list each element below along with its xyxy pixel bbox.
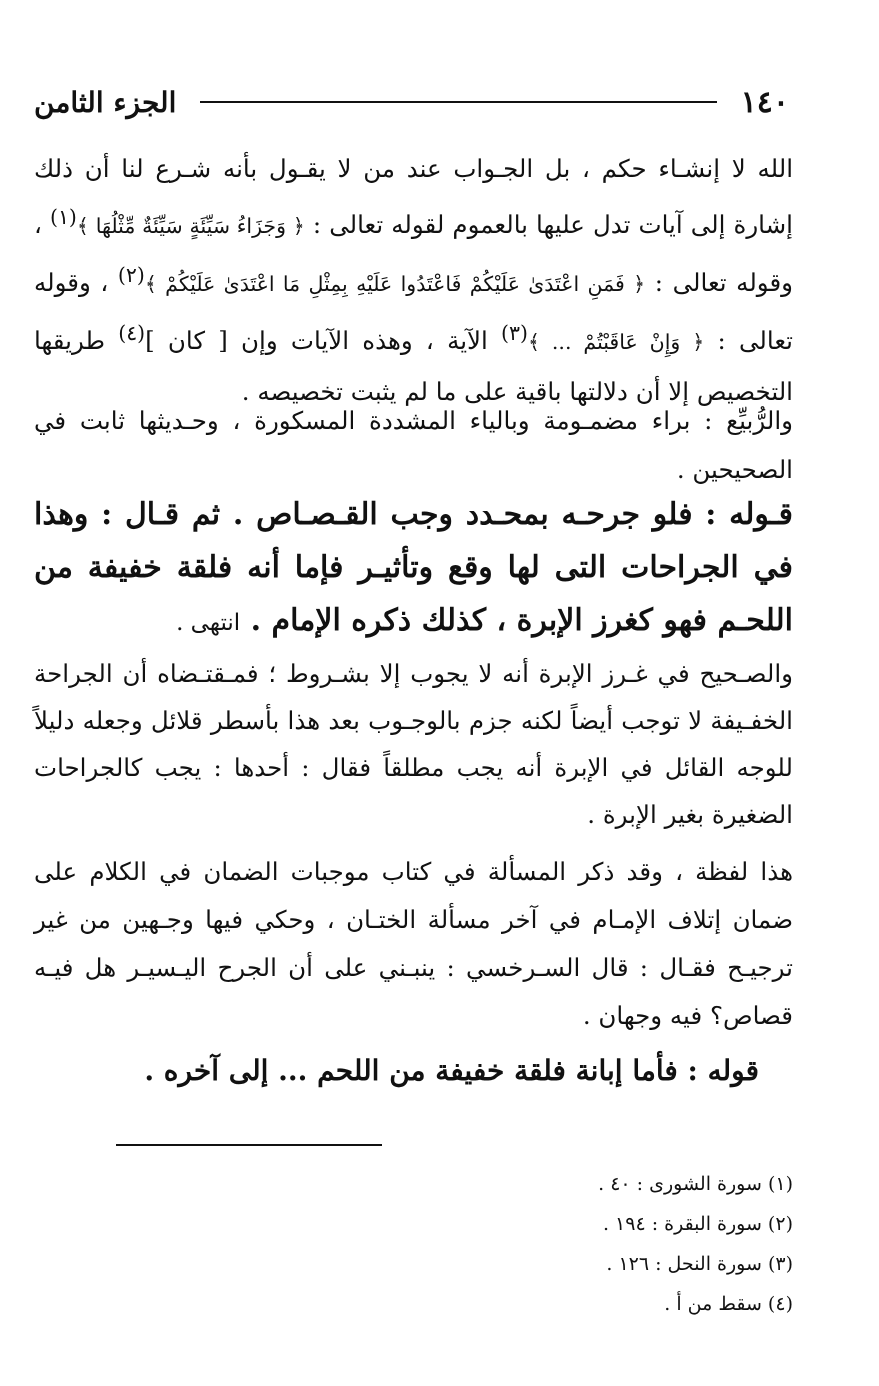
paragraph-4: والصـحيح في غـرز الإبرة أنه لا يجوب إلا بشـروط ؛ فمـقتـضاه أن الجراحة الخفـيفة لا توجب أيضاً لكنه جزم بالوجـوب بعد هذا بأسطر قلائل وجعله دليلاً للوجه القائل في الإبرة أنه يجب مطلقاً فقال : أحدها : يجب كالجراحات الضغيرة بغير الإبرة . — [34, 659, 793, 829]
running-title: الجزء الثامن — [34, 85, 177, 119]
footnotes — [400, 1164, 793, 1324]
paragraph-5: هذا لفظة ، وقد ذكر المسألة في كتاب موجبات الضمان في الكلام على ضمان إتلاف الإمـام في آخر مسألة الختـان ، وحكي فيها وجـهين من غير ترجيـح فقـال : قال السـرخسي : ينبـني على أن الجرح اليـسيـر هل فيـه قصاص؟ فيه وجهان . — [34, 857, 793, 1030]
page-header — [34, 72, 789, 132]
paragraph-1 — [34, 144, 793, 416]
footnote-2: (٢) سورة البقرة : ١٩٤ . — [602, 1213, 793, 1235]
quran-verse-2: ﴿ فَمَنِ اعْتَدَىٰ عَلَيْكُمْ فَاعْتَدُوا عَلَيْهِ بِمِثْلِ مَا اعْتَدَىٰ عَلَيْكُمْ ﴾ — [144, 272, 646, 297]
footnote-ref-1: (١) — [49, 205, 77, 229]
footnote-ref-3: (٣) — [501, 321, 528, 346]
paragraph-1-text-e: طريقها التخصيص إلا أن دلالتها باقية على ما لم يثبت تخصيصه . — [34, 326, 793, 407]
header-rule — [200, 101, 716, 103]
quran-verse-3: ﴿ وَإِنْ عَاقَبْتُمْ ... ﴾ — [527, 330, 705, 355]
paragraph-3-end: انتهى . — [176, 610, 241, 636]
paragraph-1-text-d: الآية ، وهذه الآيات وإن [ كان ] — [145, 326, 488, 356]
footnote-ref-4: (٤) — [118, 321, 146, 346]
quran-verse-1: ﴿ وَجَزَاءُ سَيِّئَةٍ سَيِّئَةٌ مِّثْلُهَا ﴾ — [76, 214, 305, 239]
footnote-separator — [116, 1144, 382, 1146]
paragraph-1-text-c: ، وقوله تعالى : — [34, 268, 793, 356]
footnote-3: (٣) سورة النحل : ١٢٦ . — [606, 1253, 793, 1275]
paragraph-3-quote — [34, 488, 793, 650]
paragraph-2: والرُّبيِّع : براء مضمـومة وبالياء المشددة المسكورة ، وحـديثها ثابت في الصحيحين . — [34, 406, 793, 484]
paragraph-6-quote: قوله : فأما إبانة فلقة خفيفة من اللحم ... إلى آخره . — [144, 1054, 759, 1087]
footnote-4: (٤) سقط من أ . — [664, 1293, 793, 1315]
paragraph-3-bold-text: قـوله : فلو جرحـه بمحـدد وجب القـصـاص . ثم قـال : وهذا في الجراحات التى لها وقع وتأثيـر فإما أنه فلقة خفيفة من اللحـم فهو كغرز الإبرة ، كذلك ذكره الإمام . — [34, 497, 793, 638]
page-number: ١٤٠ — [740, 84, 789, 120]
footnote-1: (١) سورة الشورى : ٤٠ . — [598, 1173, 793, 1195]
paragraph-1-text-a: الله لا إنشـاء حكم ، بل الجـواب عند من لا يقـول بأنه شـرع لنا أن ذلك إشارة إلى آيات تدل عليها بالعموم لقوله تعالى : — [34, 154, 793, 240]
footnote-ref-2: (٢) — [117, 263, 145, 288]
paragraph-1-text-b: ، وقوله تعالى : — [34, 210, 793, 298]
